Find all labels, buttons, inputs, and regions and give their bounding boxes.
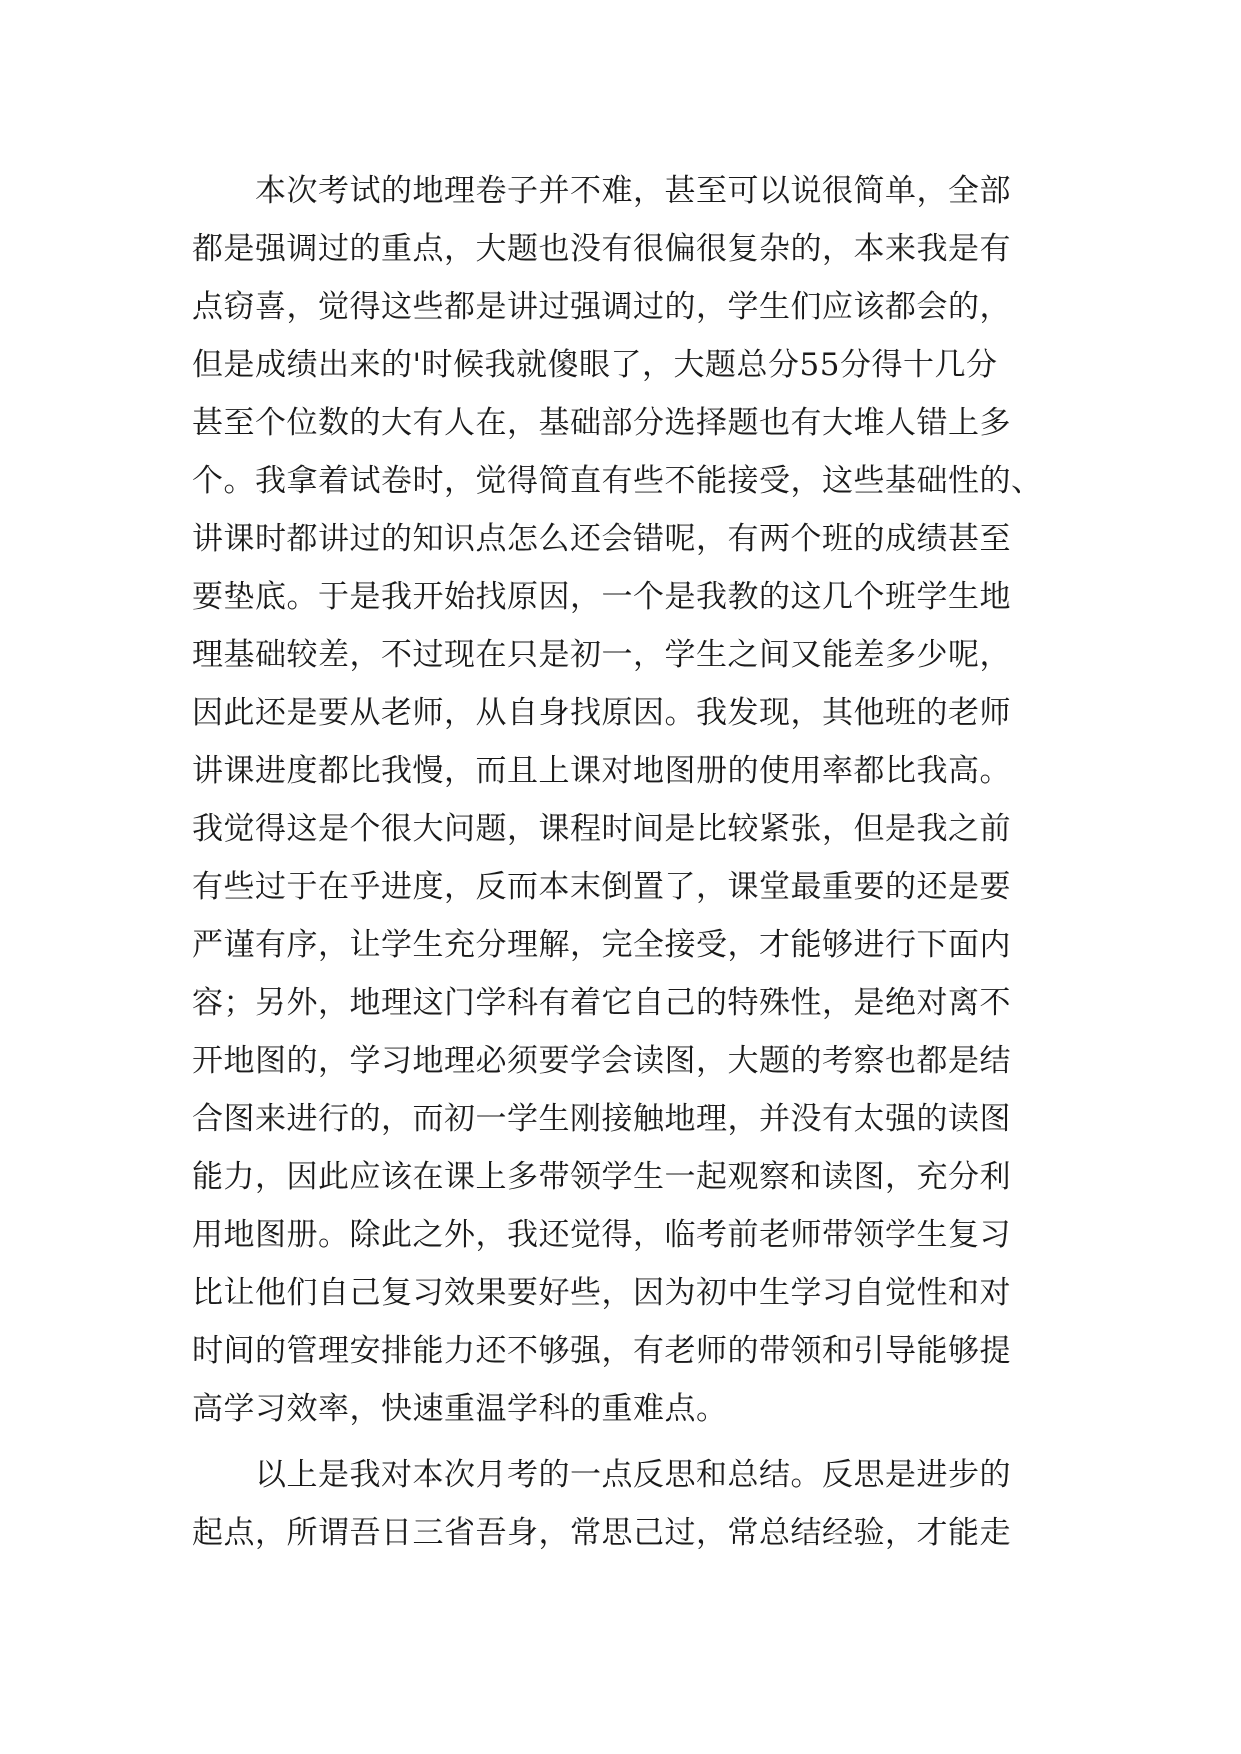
paragraph-line: 我觉得这是个很大问题，课程时间是比较紧张，但是我之前 [192, 811, 1011, 847]
paragraph-line: 都是强调过的重点，大题也没有很偏很复杂的，本来我是有 [192, 231, 1011, 267]
paragraph-line: 时间的管理安排能力还不够强，有老师的带领和引导能够提 [192, 1333, 1011, 1369]
paragraph-line: 个。我拿着试卷时，觉得简直有些不能接受，这些基础性的、 [192, 463, 1043, 499]
paragraph-line: 严谨有序，让学生充分理解，完全接受，才能够进行下面内 [192, 927, 1011, 963]
paragraph-reflection-on-exam [192, 162, 1072, 1438]
paragraph-line: 比让他们自己复习效果要好些，因为初中生学习自觉性和对 [192, 1275, 1011, 1311]
paragraph-line: 因此还是要从老师，从自身找原因。我发现，其他班的老师 [192, 695, 1011, 731]
paragraph-line: 高学习效率，快速重温学科的重难点。 [192, 1391, 728, 1427]
paragraph-line: 开地图的，学习地理必须要学会读图，大题的考察也都是结 [192, 1043, 1011, 1079]
paragraph-line: 讲课时都讲过的知识点怎么还会错呢，有两个班的成绩甚至 [192, 521, 1011, 557]
paragraph-line: 用地图册。除此之外，我还觉得，临考前老师带领学生复习 [192, 1217, 1011, 1253]
paragraph-line: 有些过于在乎进度，反而本末倒置了，课堂最重要的还是要 [192, 869, 1011, 905]
paragraph-line: 以上是我对本次月考的一点反思和总结。反思是进步的 [255, 1457, 1011, 1493]
paragraph-line: 要垫底。于是我开始找原因，一个是我教的这几个班学生地 [192, 579, 1011, 615]
paragraph-line: 讲课进度都比我慢，而且上课对地图册的使用率都比我高。 [192, 753, 1011, 789]
paragraph-line: 甚至个位数的大有人在，基础部分选择题也有大堆人错上多 [192, 405, 1011, 441]
paragraph-line: 但是成绩出来的'时候我就傻眼了，大题总分55分得十几分 [192, 347, 998, 383]
paragraph-line: 容；另外，地理这门学科有着它自己的特殊性，是绝对离不 [192, 985, 1011, 1021]
paragraph-line: 合图来进行的，而初一学生刚接触地理，并没有太强的读图 [192, 1101, 1011, 1137]
paragraph-line: 能力，因此应该在课上多带领学生一起观察和读图，充分利 [192, 1159, 1011, 1195]
paragraph-summary [192, 1446, 1072, 1562]
document-body [192, 162, 1072, 1562]
paragraph-line: 点窃喜，觉得这些都是讲过强调过的，学生们应该都会的， [192, 289, 1011, 325]
paragraph-line: 起点，所谓吾日三省吾身，常思己过，常总结经验，才能走 [192, 1515, 1011, 1551]
paragraph-line: 本次考试的地理卷子并不难，甚至可以说很简单，全部 [255, 173, 1011, 209]
paragraph-line: 理基础较差，不过现在只是初一，学生之间又能差多少呢， [192, 637, 1011, 673]
paragraph-spacer [192, 1438, 1072, 1446]
